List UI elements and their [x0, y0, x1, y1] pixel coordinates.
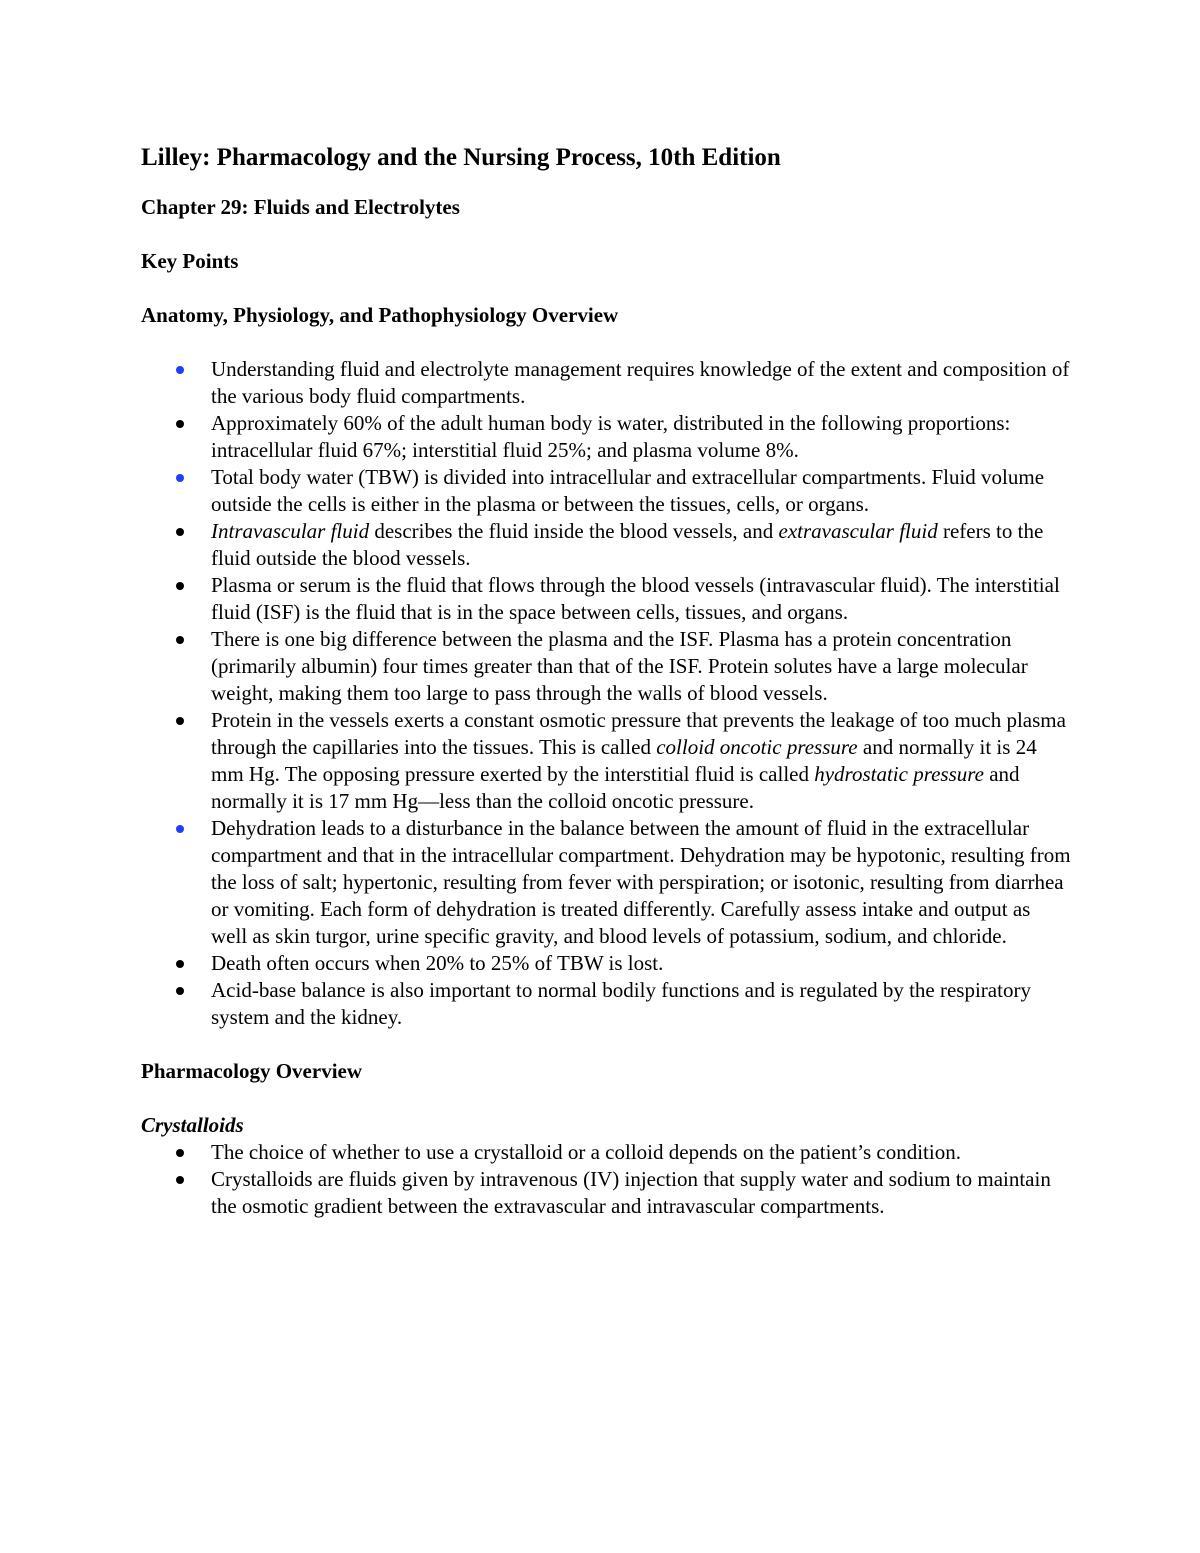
- bullet-icon: [176, 987, 184, 995]
- bullet-text: and normally it is 17 mm Hg—less than the colloid oncotic pressure.: [211, 762, 1020, 813]
- bullet-item: [141, 410, 1071, 464]
- bullet-text: Understanding fluid and electrolyte management requires knowledge of the extent and composition of the various body fluid compartments.: [211, 357, 1070, 408]
- italic-term: hydrostatic pressure: [814, 762, 984, 786]
- bullet-text: Acid-base balance is also important to normal bodily functions and is regulated by the respiratory system and the kidney.: [211, 978, 1031, 1029]
- bullet-text: Plasma or serum is the fluid that flows through the blood vessels (intravascular fluid). The interstitial fluid (ISF) is the fluid that is in the space between cells, tissues, and organs.: [211, 573, 1060, 624]
- bullet-item: [141, 815, 1071, 950]
- anatomy-bullet-list: [141, 356, 1071, 1031]
- bullet-item: [141, 572, 1071, 626]
- bullet-text: and normally it is 24 mm Hg. The opposing pressure exerted by the interstitial fluid is called: [211, 735, 1037, 786]
- bullet-icon: [176, 474, 184, 482]
- italic-term: extravascular fluid: [778, 519, 938, 543]
- section-heading-anatomy: Anatomy, Physiology, and Pathophysiology Overview: [141, 303, 619, 327]
- bullet-item: [141, 356, 1071, 410]
- bullet-item: [141, 1139, 1071, 1166]
- bullet-text: Crystalloids are fluids given by intravenous (IV) injection that supply water and sodium to maintain the osmotic gradient between the extravascular and intravascular compartments.: [211, 1167, 1051, 1218]
- italic-term: colloid oncotic pressure: [656, 735, 858, 759]
- bullet-icon: [176, 717, 184, 725]
- bullet-item: [141, 1166, 1071, 1220]
- bullet-icon: [176, 582, 184, 590]
- book-title: Lilley: Pharmacology and the Nursing Process, 10th Edition: [141, 144, 781, 171]
- bullet-icon: [176, 825, 184, 833]
- bullet-icon: [176, 528, 184, 536]
- bullet-icon: [176, 420, 184, 428]
- bullet-text: Death often occurs when 20% to 25% of TBW is lost.: [211, 951, 664, 975]
- bullet-text: There is one big difference between the plasma and the ISF. Plasma has a protein concentration (primarily albumin) four times greater than that of the ISF. Protein solutes have a large molecular weight, making them too large to pass through the walls of blood vessels.: [211, 627, 1028, 705]
- key-points-heading: Key Points: [141, 249, 239, 273]
- chapter-heading: Chapter 29: Fluids and Electrolytes: [141, 195, 460, 219]
- bullet-icon: [176, 1149, 184, 1157]
- bullet-item: [141, 977, 1071, 1031]
- bullet-icon: [176, 636, 184, 644]
- bullet-item: [141, 464, 1071, 518]
- bullet-text: Approximately 60% of the adult human body is water, distributed in the following proportions: intracellular fluid 67%; interstitial fluid 25%; and plasma volume 8%.: [211, 411, 1011, 462]
- crystalloids-bullet-list: [141, 1139, 1071, 1220]
- document-page: [141, 140, 1071, 1247]
- bullet-icon: [176, 366, 184, 374]
- bullet-text: The choice of whether to use a crystalloid or a colloid depends on the patient’s condition.: [211, 1140, 961, 1164]
- section-heading-pharmacology: Pharmacology Overview: [141, 1059, 363, 1083]
- bullet-text: Dehydration leads to a disturbance in the balance between the amount of fluid in the extracellular compartment and that in the intracellular compartment. Dehydration may be hypotonic, resulting from the loss of salt; hypertonic, resulting from fever with perspiration; or isotonic, resulting from diarrhea or vomiting. Each form of dehydration is treated differently. Carefully assess intake and output as well as skin turgor, urine specific gravity, and blood levels of potassium, sodium, and chloride.: [211, 816, 1071, 948]
- bullet-text: Protein in the vessels exerts a constant osmotic pressure that prevents the leakage of too much plasma through the capillaries into the tissues. This is called: [211, 708, 1066, 759]
- bullet-item: [141, 950, 1071, 977]
- bullet-icon: [176, 1176, 184, 1184]
- italic-term: Intravascular fluid: [211, 519, 370, 543]
- bullet-item: [141, 707, 1071, 815]
- bullet-text: describes the fluid inside the blood vessels, and: [369, 519, 779, 543]
- subsection-heading-crystalloids: Crystalloids: [141, 1113, 244, 1137]
- bullet-icon: [176, 960, 184, 968]
- bullet-text: refers to the fluid outside the blood vessels.: [211, 519, 1044, 570]
- bullet-item: [141, 518, 1071, 572]
- bullet-text: Total body water (TBW) is divided into intracellular and extracellular compartments. Fluid volume outside the cells is either in the plasma or between the tissues, cells, or organs.: [211, 465, 1045, 516]
- bullet-item: [141, 626, 1071, 707]
